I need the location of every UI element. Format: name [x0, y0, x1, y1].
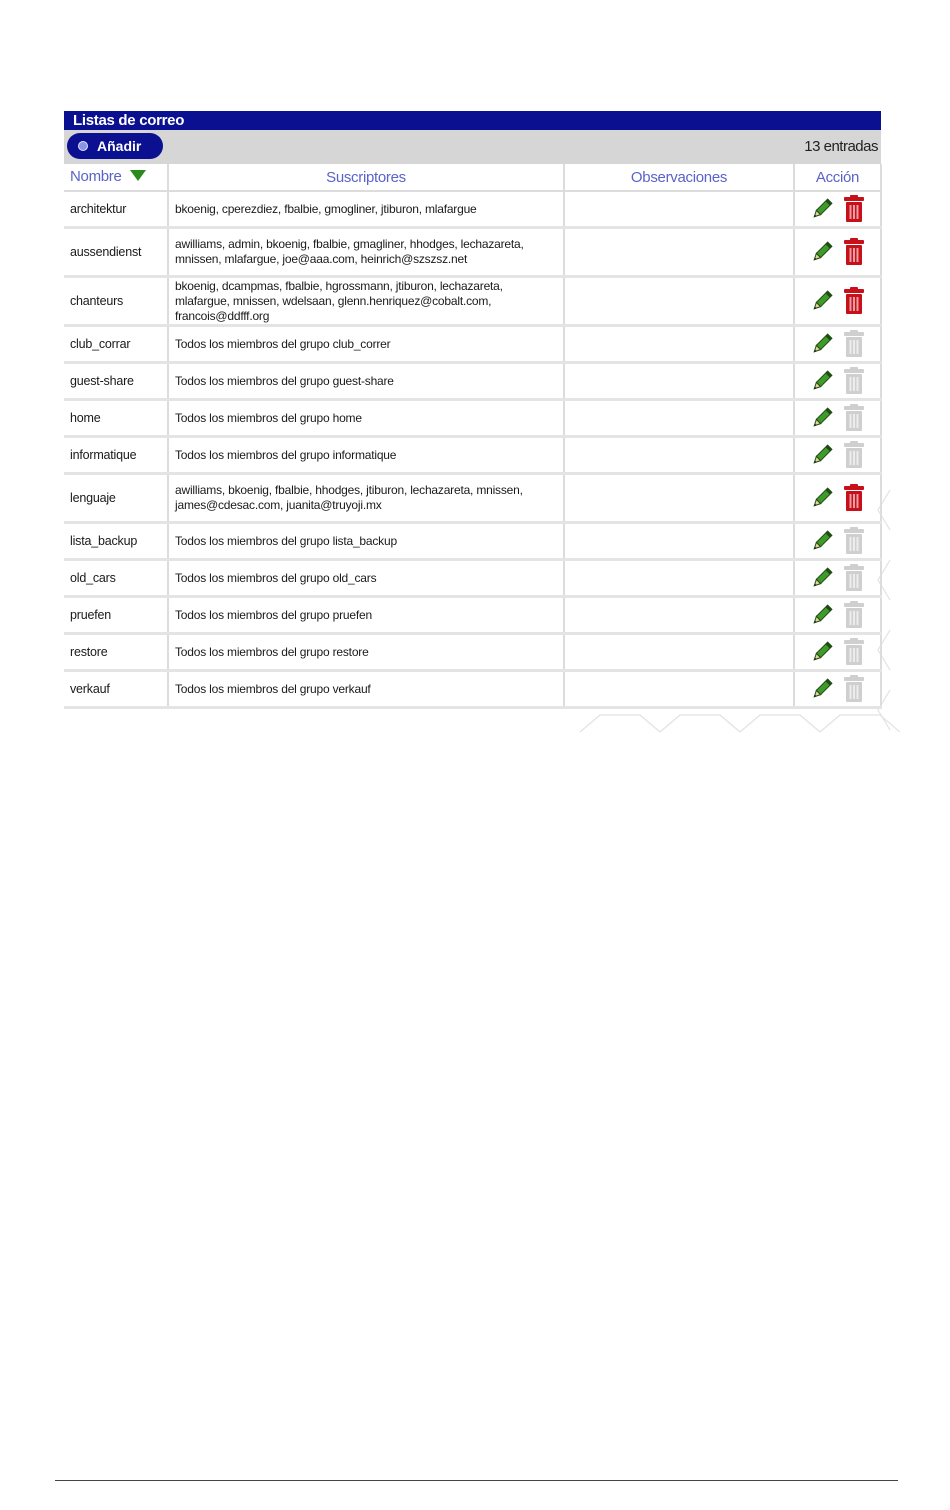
delete-trash-icon [843, 367, 865, 395]
notes-cell [564, 228, 794, 277]
add-button[interactable] [67, 133, 163, 159]
notes-cell [564, 597, 794, 634]
actions-cell [794, 523, 881, 560]
edit-pencil-icon[interactable] [810, 640, 834, 664]
edit-pencil-icon[interactable] [810, 369, 834, 393]
list-name-cell[interactable]: guest-share [64, 363, 168, 400]
table-row [64, 671, 881, 708]
column-header-action: Acción [794, 164, 881, 191]
notes-cell [564, 474, 794, 523]
notes-cell [564, 634, 794, 671]
edit-pencil-icon[interactable] [810, 603, 834, 627]
actions-cell [794, 474, 881, 523]
edit-pencil-icon[interactable] [810, 332, 834, 356]
notes-cell [564, 363, 794, 400]
notes-cell [564, 400, 794, 437]
delete-trash-icon [843, 601, 865, 629]
list-name-cell[interactable]: verkauf [64, 671, 168, 708]
add-button-label: Añadir [97, 138, 142, 154]
column-header-notes[interactable]: Observaciones [564, 164, 794, 191]
subscribers-cell: bkoenig, dcampmas, fbalbie, hgrossmann, jtiburon, lechazareta, mlafargue, mnissen, wdelsaan, glenn.henriquez@cobalt.com, francois@ddfff.org [168, 277, 564, 326]
table-header-row [64, 164, 881, 191]
edit-pencil-icon[interactable] [810, 406, 834, 430]
list-name-cell[interactable]: lista_backup [64, 523, 168, 560]
table-row [64, 634, 881, 671]
actions-cell [794, 671, 881, 708]
delete-trash-icon[interactable] [843, 484, 865, 512]
list-name-cell[interactable]: home [64, 400, 168, 437]
add-icon [78, 141, 88, 151]
list-name-cell[interactable]: aussendienst [64, 228, 168, 277]
edit-pencil-icon[interactable] [810, 197, 834, 221]
notes-cell [564, 523, 794, 560]
notes-cell [564, 437, 794, 474]
edit-pencil-icon[interactable] [810, 240, 834, 264]
list-name-cell[interactable]: lenguaje [64, 474, 168, 523]
table-row [64, 191, 881, 228]
column-header-name[interactable] [64, 164, 168, 191]
actions-cell [794, 437, 881, 474]
notes-cell [564, 277, 794, 326]
subscribers-cell: awilliams, bkoenig, fbalbie, hhodges, jtiburon, lechazareta, mnissen, james@cdesac.com, juanita@truyoji.mx [168, 474, 564, 523]
edit-pencil-icon[interactable] [810, 566, 834, 590]
mailing-lists-table [64, 164, 882, 709]
subscribers-cell: Todos los miembros del grupo pruefen [168, 597, 564, 634]
subscribers-cell: Todos los miembros del grupo club_correr [168, 326, 564, 363]
delete-trash-icon [843, 404, 865, 432]
list-name-cell[interactable]: old_cars [64, 560, 168, 597]
edit-pencil-icon[interactable] [810, 529, 834, 553]
table-body [64, 191, 881, 708]
notes-cell [564, 191, 794, 228]
list-name-cell[interactable]: architektur [64, 191, 168, 228]
table-row [64, 277, 881, 326]
edit-pencil-icon[interactable] [810, 443, 834, 467]
actions-cell [794, 634, 881, 671]
footer-divider [55, 1480, 898, 1481]
edit-pencil-icon[interactable] [810, 677, 834, 701]
actions-cell [794, 597, 881, 634]
notes-cell [564, 671, 794, 708]
subscribers-cell: awilliams, admin, bkoenig, fbalbie, gmagliner, hhodges, lechazareta, mnissen, mlafargue, joe@aaa.com, heinrich@szszsz.net [168, 228, 564, 277]
delete-trash-icon [843, 527, 865, 555]
actions-cell [794, 191, 881, 228]
list-name-cell[interactable]: chanteurs [64, 277, 168, 326]
subscribers-cell: Todos los miembros del grupo restore [168, 634, 564, 671]
toolbar [64, 130, 881, 164]
column-header-name-label: Nombre [70, 167, 122, 185]
entry-count: 13 entradas [804, 138, 878, 155]
table-row [64, 326, 881, 363]
table-row [64, 228, 881, 277]
actions-cell [794, 228, 881, 277]
actions-cell [794, 560, 881, 597]
list-name-cell[interactable]: pruefen [64, 597, 168, 634]
subscribers-cell: Todos los miembros del grupo informatique [168, 437, 564, 474]
subscribers-cell: Todos los miembros del grupo lista_backup [168, 523, 564, 560]
actions-cell [794, 363, 881, 400]
column-header-subscribers[interactable]: Suscriptores [168, 164, 564, 191]
subscribers-cell: Todos los miembros del grupo home [168, 400, 564, 437]
list-name-cell[interactable]: club_corrar [64, 326, 168, 363]
table-row [64, 437, 881, 474]
delete-trash-icon [843, 441, 865, 469]
table-row [64, 560, 881, 597]
delete-trash-icon [843, 330, 865, 358]
delete-trash-icon [843, 675, 865, 703]
subscribers-cell: Todos los miembros del grupo guest-share [168, 363, 564, 400]
table-row [64, 597, 881, 634]
list-name-cell[interactable]: informatique [64, 437, 168, 474]
delete-trash-icon [843, 638, 865, 666]
actions-cell [794, 277, 881, 326]
notes-cell [564, 560, 794, 597]
delete-trash-icon[interactable] [843, 287, 865, 315]
sort-descending-icon[interactable] [129, 168, 147, 186]
subscribers-cell: Todos los miembros del grupo old_cars [168, 560, 564, 597]
delete-trash-icon[interactable] [843, 195, 865, 223]
delete-trash-icon [843, 564, 865, 592]
subscribers-cell: bkoenig, cperezdiez, fbalbie, gmogliner, jtiburon, mlafargue [168, 191, 564, 228]
delete-trash-icon[interactable] [843, 238, 865, 266]
list-name-cell[interactable]: restore [64, 634, 168, 671]
subscribers-cell: Todos los miembros del grupo verkauf [168, 671, 564, 708]
table-row [64, 523, 881, 560]
actions-cell [794, 400, 881, 437]
table-row [64, 400, 881, 437]
edit-pencil-icon[interactable] [810, 486, 834, 510]
table-row [64, 363, 881, 400]
mailing-lists-panel [64, 111, 881, 709]
panel-title: Listas de correo [64, 111, 881, 130]
table-row [64, 474, 881, 523]
edit-pencil-icon[interactable] [810, 289, 834, 313]
actions-cell [794, 326, 881, 363]
notes-cell [564, 326, 794, 363]
